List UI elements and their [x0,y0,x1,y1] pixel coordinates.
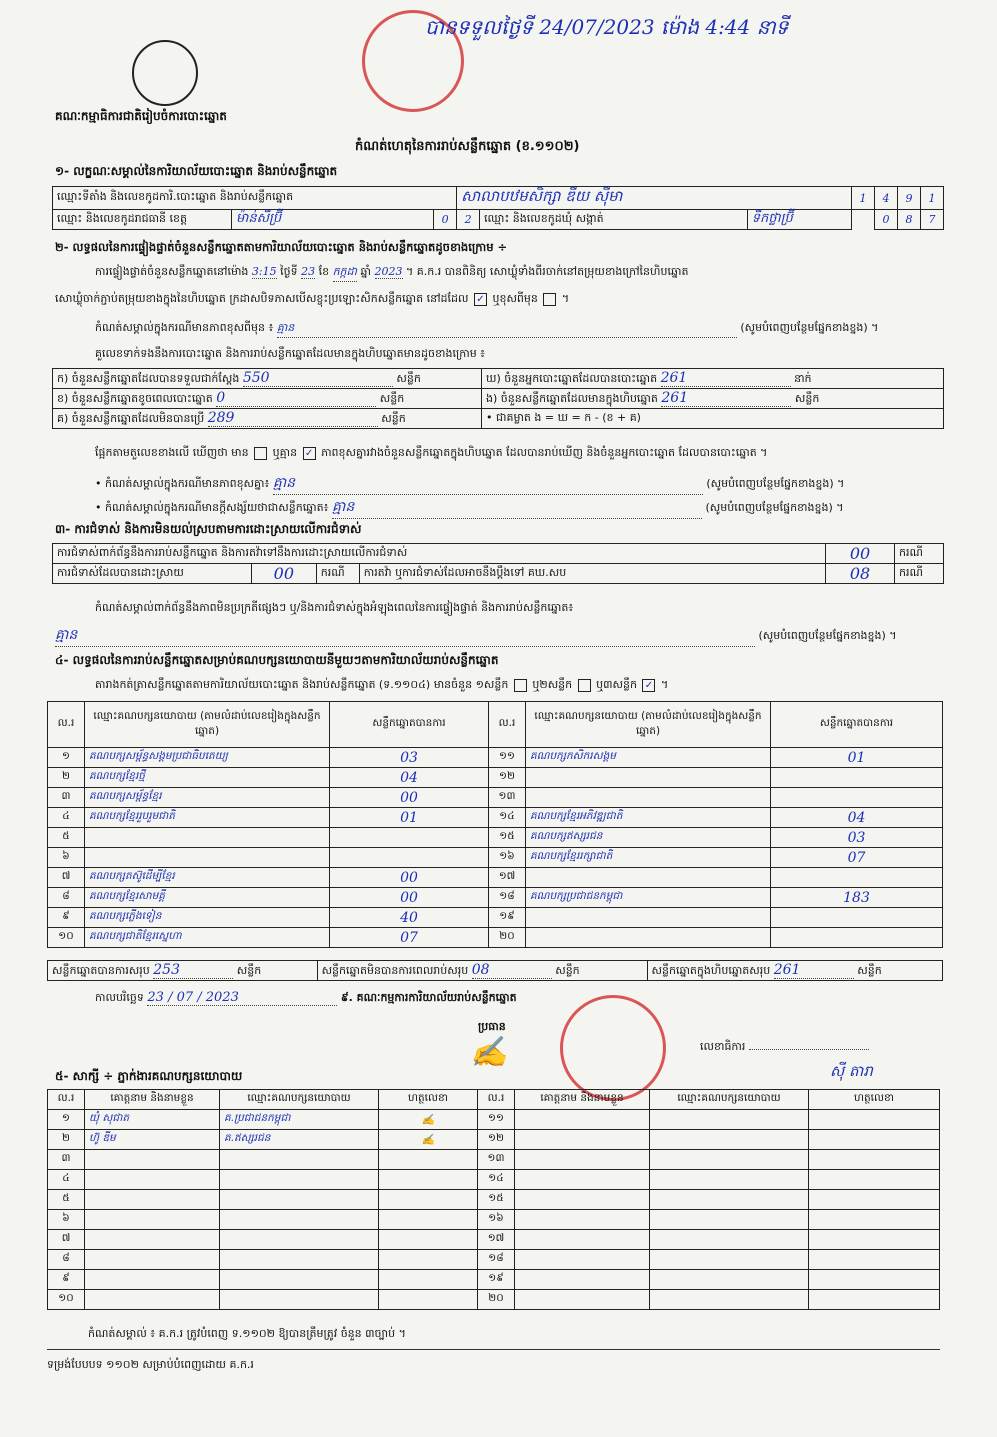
official-stamp-bottom [560,995,666,1101]
province-value: ម៉ាន់សីប្រ៊ី [232,210,434,230]
suspect-note: • កំណត់សម្គាល់ក្នុងករណីមានក្ដីសង្ស័យថាជាសន្លឹកឆ្នោត៖ គ្មាន (សូមបំពេញបន្ថែមផ្នែកខាងខ្នង) ។ [95,497,945,519]
witness-party [650,1150,809,1170]
committee-name: គណៈកម្មាធិការជាតិរៀបចំការបោះឆ្នោត [55,109,227,123]
witness-party [220,1230,379,1250]
vote-count [771,868,943,888]
results-row [48,808,943,828]
total-invalid: 08 [472,962,552,979]
received-note: បានទទួលថ្ងៃទី 24/07/2023 ម៉ោង 4:44 នាទី [425,15,789,39]
witness-name [515,1110,650,1130]
witness-name [515,1130,650,1150]
witness-signature [379,1270,478,1290]
witness-row [48,1190,940,1210]
witness-row [48,1210,940,1230]
row-number: ៨ [48,1250,85,1270]
tally-sheet-line: តារាងកត់ត្រាសន្លឹកឆ្នោតតាមការិយាល័យបោះឆ្នោត និងរាប់សន្លឹកឆ្នោត (ទ.១១០៤) មានចំនួន ១សន្លឹក ឬ២សន្លឹក ឬ៣សន្លឹក ✓ ។ [95,678,669,691]
vote-count: 04 [330,768,489,788]
vote-count: 03 [771,828,943,848]
witness-party [220,1290,379,1310]
station-table [52,186,944,230]
secretary-name: ស៊ី តារា [830,1062,873,1080]
witness-signature: ✍ [379,1130,478,1150]
party-name: គណបក្សសម្ព័ន្ធខ្មែរ [85,788,330,808]
verify-line-1: ការផ្ទៀងផ្ទាត់ចំនួនសន្លឹកឆ្នោតនៅម៉ោង 3:15 ថ្ងៃទី 23 ខែ កក្កដា ឆ្នាំ 2023 ។ គ.ក.រ បានពិនិត្យ សោឃ្លុំទាំងពីរចាក់នៅតម្រុយខាងក្រៅនៃហិបឆ្នោត [95,265,945,282]
complaints-count: 08 [826,564,895,584]
party-name [526,868,771,888]
witness-name [85,1150,220,1170]
witness-name [515,1230,650,1250]
section5-title: ៥- សាក្សី ÷ ភ្នាក់ងារគណបក្សនយោបាយ [55,1069,243,1083]
witness-name [85,1230,220,1250]
province-code-2: 2 [457,210,480,230]
party-name: គណបក្សខ្មែរសាមគ្គី [85,888,330,908]
verify-day: 23 [301,265,316,278]
party-name [526,928,771,948]
commune-code-1: 0 [875,210,898,230]
witness-row [48,1230,940,1250]
row-number: ៧ [48,868,85,888]
page-divider [47,1349,940,1350]
figures-row: គ) ចំនួនសន្លឹកឆ្នោតដែលមិនបានប្រើ 289 សន្លឹក • ជាគម្លាត ង = ឃ = ក - (ខ + គ) [53,409,944,429]
party-name: គណបក្សខ្មែរអភិវឌ្ឍជាតិ [526,808,771,828]
row-number: ១៨ [478,1250,515,1270]
row-number: ១៦ [478,1210,515,1230]
party-name: គណបក្សឥស្សរជន [526,828,771,848]
row-number: ១៣ [489,788,526,808]
vote-count: 00 [330,888,489,908]
figures-row: ក) ចំនួនសន្លឹកឆ្នោតដែលបានទទួលជាក់ស្ដែង 550 សន្លឹក ឃ) ចំនួនអ្នកបោះឆ្នោតដែលបានបោះឆ្នោត 261 នាក់ [53,369,944,389]
verify-month: កក្កដា [333,265,357,282]
verify-time: 3:15 [251,265,277,278]
witness-name [515,1210,650,1230]
form-note: ទម្រង់បែបបទ ១១០២ សម្រាប់បំពេញដោយ គ.ក.រ [47,1358,254,1371]
witness-party [220,1210,379,1230]
party-name: គណបក្សខ្មែររក្សាជាតិ [526,848,771,868]
witness-row [48,1270,940,1290]
witness-name [515,1190,650,1210]
party-name [85,828,330,848]
witness-party [220,1270,379,1290]
witness-signature [809,1170,940,1190]
objection-table: ការជំទាស់ពាក់ព័ន្ធនឹងការរាប់សន្លឹកឆ្នោត និងការតវ៉ាទៅនឹងការដោះស្រាយលើការជំទាស់ 00 ករណី ការជំទាស់ដែលបានដោះស្រាយ 00 ករណី ការតវ៉ា ឬការជំទាស់ដែលអាចនឹងប្ដឹងទៅ គឃ.សប 08 ករណី [52,543,944,584]
row-number: ៤ [48,1170,85,1190]
row-number: ១៩ [478,1270,515,1290]
witness-name [85,1270,220,1290]
witness-party [650,1130,809,1150]
has-difference-checkbox[interactable] [254,447,267,460]
vote-count: 00 [330,868,489,888]
three-sheet-checkbox[interactable]: ✓ [642,679,655,692]
row-number: ១៥ [489,828,526,848]
diff-note: • កំណត់សម្គាល់ក្នុងករណីមានភាពខុសគ្នា៖ គ្មាន (សូមបំពេញបន្ថែមផ្នែកខាងខ្នង) ។ [95,473,945,495]
president-label: ប្រធាន [478,1020,506,1033]
witness-signature [809,1250,940,1270]
figures-table [52,368,944,429]
nec-logo [132,40,198,106]
row-number: ៤ [48,808,85,828]
witness-row [48,1130,940,1150]
witness-party [220,1190,379,1210]
commune-code-2: 8 [898,210,921,230]
party-name [526,788,771,808]
station-code-3: 9 [898,187,921,210]
total-valid: 253 [153,962,233,979]
footnote: កំណត់សម្គាល់ ៖ គ.ក.រ ត្រូវបំពេញ ទ.១១០២ ឱ្យបានត្រឹមត្រូវ ចំនួន ៣ច្បាប់ ។ [88,1327,406,1340]
two-sheet-checkbox[interactable] [578,679,591,692]
row-number: ១៦ [489,848,526,868]
section2-title: ២- លទ្ធផលនៃការផ្ទៀងផ្ទាត់ចំនួនសន្លឹកឆ្នោតតាមការិយាល័យបោះឆ្នោត និងរាប់សន្លឹកឆ្នោតដូចខាងក្រោម ÷ [55,240,508,254]
station-code-2: 4 [875,187,898,210]
results-row [48,868,943,888]
witness-signature [809,1110,940,1130]
witness-signature [379,1230,478,1250]
row-number: ២ [48,768,85,788]
witness-signature [809,1230,940,1250]
vote-count [771,908,943,928]
total-in-box: 261 [774,962,854,979]
commune-code-3: 7 [921,210,944,230]
station-code-4: 1 [921,187,944,210]
witness-party [650,1210,809,1230]
witness-row [48,1110,940,1130]
party-name [85,848,330,868]
different-checkbox[interactable] [543,293,556,306]
party-name: គណបក្សជាតិខ្មែរស្នេហា [85,928,330,948]
witness-signature [379,1210,478,1230]
witness-name [515,1250,650,1270]
totals-table: សន្លឹកឆ្នោតបានការសរុប 253 សន្លឹក សន្លឹកឆ្នោតមិនបានការពេលរាប់សរុប 08 សន្លឹក សន្លឹកឆ្នោតក្នុងហិបឆ្នោតសរុប 261 សន្លឹក [47,960,943,981]
figures-intro: គួលេខទាក់ទងនឹងការបោះឆ្នោត និងការរាប់សន្លឹកឆ្នោតដែលមានក្នុងហិបឆ្នោតមានដូចខាងក្រោម ៖ [95,347,486,360]
vote-count [330,848,489,868]
witness-signature [809,1210,940,1230]
witness-party [220,1170,379,1190]
witness-signature [809,1150,940,1170]
secretary-line: លេខាធិការ [700,1040,869,1056]
vote-count: 183 [771,888,943,908]
vote-count [330,828,489,848]
row-number: ៦ [48,848,85,868]
vote-count [771,928,943,948]
row-number: ១៤ [489,808,526,828]
witness-row [48,1250,940,1270]
one-sheet-checkbox[interactable] [514,679,527,692]
witness-name [85,1250,220,1270]
station-value: សាលាបឋមសិក្សា ឌីយ ស៊ីមា [457,187,852,210]
witness-party [650,1270,809,1290]
vote-count: 04 [771,808,943,828]
results-table: ល.រ ឈ្មោះគណបក្សនយោបាយ (តាមលំដាប់លេខរៀងក្នុងសន្លឹកឆ្នោត) សន្លឹកឆ្នោតបានការ ល.រ ឈ្មោះគណបក្សនយោបាយ (តាមលំដាប់លេខរៀងក្នុងសន្លឹកឆ្នោត) សន្លឹកឆ្នោតបានការ ១ គណបក្សសម្ព័ន្ធសង្គមប្រជាធិបតេយ្យ 03 ១១ គណបក្សកសិករសង្គម 01 ២ គណបក្សខ្មែរថ្មី 04 ១២ ៣ គណបក្សសម្ព័ន្ធខ្មែរ 00 ១៣ ៤ គណបក្សខ្មែររួបរួមជាតិ 01 ១៤ គណបក្សខ្មែរអភិវឌ្ឍជាតិ 04 ៥ ១៥ គណបក្សឥស្សរជន 03 ៦ ១៦ គណបក្សខ្មែររក្សាជាតិ 07 ៧ គណបក្សតស៊ូដើម្បីខ្មែរ 00 ១៧ ៨ គណបក្សខ្មែរសាមគ្គី 00 ១៨ គណបក្សប្រជាជនកម្ពុជា 183 ៩ គណបក្សភ្លើងទៀន 40 ១៩ ១០ គណបក្សជាតិខ្មែរស្នេហា 07 ២០ [47,701,943,948]
section3-title: ៣- ការជំទាស់ និងការមិនយល់ស្របតាមការដោះស្រាយលើការជំទាស់ [55,522,362,536]
vote-count: 07 [771,848,943,868]
row-number: ១៩ [489,908,526,928]
results-row [48,788,943,808]
verify-line-2: សោឃ្លុំចាក់ភ្ជាប់តម្រុយខាងក្នុងនៃហិបឆ្នោត ក្រដាសបិទភាសបើសខ្ចុះប្រឡោះសិកសន្លឹកឆ្នោត នៅដដែល ✓ ឬខុសពីមុន ។ [55,292,570,305]
row-number: ១ [48,748,85,768]
witness-signature: ✍ [379,1110,478,1130]
party-name: គណបក្សខ្មែរថ្មី [85,768,330,788]
witness-signature [809,1290,940,1310]
row-number: ១ [48,1110,85,1130]
commune-label: ឈ្មោះ និងលេខកូដឃុំ សង្កាត់ [480,210,748,230]
witness-party [220,1150,379,1170]
row-number: ៣ [48,788,85,808]
row-number: ២ [48,1130,85,1150]
witness-row [48,1150,940,1170]
row-number: ៥ [48,828,85,848]
witness-table: ល.រ គោត្តនាម និងនាមខ្លួន ឈ្មោះគណបក្សនយោបាយ ហត្ថលេខា ល.រ គោត្តនាម និងនាមខ្លួន ឈ្មោះគណបក្សនយោបាយ ហត្ថលេខា ១ យុំ សុជាត គ.ប្រជាជនកម្ពុជា ✍ ១១ ២ ហ៊ូ ឌីម គ.ឥស្សរជន ✍ ១២ ៣ ១៣ ៤ ១៤ ៥ ១៥ ៦ ១៦ ៧ ១៧ ៨ ១៨ ៩ ១៩ ១០ ២០ [47,1089,940,1310]
compare-line: ផ្អែកតាមតួលេខខាងលើ ឃើញថា មាន ឬគ្មាន ✓ ភាពខុសគ្នារវាងចំនួនសន្លឹកឆ្នោតក្នុងហិបឆ្នោត ដែលបានរាប់ឃើញ និងចំនួនអ្នកបោះឆ្នោត ដែលបានបោះឆ្នោត ។ [95,446,768,459]
row-number: ៨ [48,888,85,908]
party-name: គណបក្សភ្លើងទៀន [85,908,330,928]
row-number: ២០ [489,928,526,948]
witness-party: គ.ប្រជាជនកម្ពុជា [220,1110,379,1130]
witness-name [85,1170,220,1190]
witness-party [650,1110,809,1130]
witness-party [650,1170,809,1190]
vote-count: 00 [330,788,489,808]
section4-title: ៤- លទ្ធផលនៃការរាប់សន្លឹកឆ្នោតសម្រាប់គណបក្សនយោបាយនីមួយៗតាមការិយាល័យរាប់សន្លឹកឆ្នោត [55,653,499,667]
vote-count: 07 [330,928,489,948]
witness-party [650,1230,809,1250]
president-signature: ✍ [470,1035,508,1070]
station-code-1: 1 [852,187,875,210]
row-number: ១២ [489,768,526,788]
witness-party [220,1250,379,1270]
row-number: ១៣ [478,1150,515,1170]
results-row [48,828,943,848]
results-row [48,928,943,948]
results-row [48,748,943,768]
row-number: ៦ [48,1210,85,1230]
results-row [48,768,943,788]
witness-signature [809,1270,940,1290]
row-number: ១០ [48,1290,85,1310]
same-checkbox[interactable]: ✓ [474,293,487,306]
resolved-count: 00 [252,564,317,584]
witness-party [650,1290,809,1310]
witness-name [515,1270,650,1290]
vote-count: 40 [330,908,489,928]
section1-title: ១- លក្ខណៈសម្គាល់នៃការិយាល័យបោះឆ្នោត និងរាប់សន្លឹកឆ្នោត [55,164,338,178]
witness-name [515,1170,650,1190]
form-title: កំណត់ហេតុនៃការរាប់សន្លឹកឆ្នោត (ខ.១១០២) [355,139,580,154]
witness-signature [809,1130,940,1150]
witness-row [48,1290,940,1310]
vote-count: 03 [330,748,489,768]
row-number: ២០ [478,1290,515,1310]
vote-count: 01 [771,748,943,768]
witness-party: គ.ឥស្សរជន [220,1130,379,1150]
results-row [48,908,943,928]
change-note: កំណត់សម្គាល់ក្នុងករណីមានភាពខុសពីមុន ៖ គ្មាន (សូមបំពេញបន្ថែមផ្នែកខាងខ្នង) ។ [95,321,945,338]
verify-year: 2023 [374,265,403,278]
row-number: ១២ [478,1130,515,1150]
objections-count: 00 [826,544,895,564]
witness-signature [379,1250,478,1270]
witness-party [650,1190,809,1210]
row-number: ១១ [489,748,526,768]
witness-signature [379,1170,478,1190]
witness-signature [379,1290,478,1310]
party-name: គណបក្សប្រជាជនកម្ពុជា [526,888,771,908]
witness-party [650,1250,809,1270]
witness-signature [379,1190,478,1210]
province-label: ឈ្មោះ និងលេខកូដរាជធានី ខេត្ត [53,210,232,230]
witness-name [85,1210,220,1230]
no-difference-checkbox[interactable]: ✓ [303,447,316,460]
vote-count [771,788,943,808]
witness-row [48,1170,940,1190]
row-number: ១០ [48,928,85,948]
province-code-1: 0 [434,210,457,230]
irregularity-note: គ្មាន (សូមបំពេញបន្ថែមផ្នែកខាងខ្នង) ។ [55,625,945,647]
witness-name: ហ៊ូ ឌីម [85,1130,220,1150]
row-number: ៧ [48,1230,85,1250]
date-line: កាលបរិច្ឆេទ 23 / 07 / 2023 ៩. គណៈកម្មការការិយាល័យរាប់សន្លឹកឆ្នោត [95,990,517,1005]
row-number: ១៧ [478,1230,515,1250]
party-name [526,768,771,788]
irregularity-note-label: កំណត់សម្គាល់ពាក់ព័ន្ធនឹងភាពមិនប្រក្រតីផ្សេងៗ ឬ/និងការជំទាស់ក្នុងអំឡុងពេលនៃការផ្ទៀងផ្ទាត់ និងការរាប់សន្លឹកឆ្នោត៖ [95,601,574,614]
row-number: ៩ [48,1270,85,1290]
row-number: ១១ [478,1110,515,1130]
witness-name [85,1290,220,1310]
vote-count: 01 [330,808,489,828]
row-number: ៩ [48,908,85,928]
row-number: ១៥ [478,1190,515,1210]
commune-value: ទឹកថ្លាប្រ៊ី [747,210,851,230]
date-value: 23 / 07 / 2023 [147,990,337,1006]
row-number: ១៨ [489,888,526,908]
figures-row: ខ) ចំនួនសន្លឹកឆ្នោតខូចពេលបោះឆ្នោត 0 សន្លឹក ង) ចំនួនសន្លឹកឆ្នោតដែលមានក្នុងហិបឆ្នោត 261 សន្លឹក [53,389,944,409]
station-label: ឈ្មោះទីតាំង និងលេខកូដការិ.បោះឆ្នោត និងរាប់សន្លឹកឆ្នោត [53,187,457,210]
party-name [526,908,771,928]
witness-signature [809,1190,940,1210]
change-note-value: គ្មាន [277,321,737,338]
party-name: គណបក្សតស៊ូដើម្បីខ្មែរ [85,868,330,888]
witness-name [85,1190,220,1210]
witness-name: យុំ សុជាត [85,1110,220,1130]
row-number: ៣ [48,1150,85,1170]
witness-name [515,1290,650,1310]
row-number: ១៤ [478,1170,515,1190]
row-number: ៥ [48,1190,85,1210]
party-name: គណបក្សខ្មែររួបរួមជាតិ [85,808,330,828]
results-row [48,848,943,868]
party-name: គណបក្សសម្ព័ន្ធសង្គមប្រជាធិបតេយ្យ [85,748,330,768]
vote-count [771,768,943,788]
row-number: ១៧ [489,868,526,888]
results-row [48,888,943,908]
witness-name [515,1150,650,1170]
party-name: គណបក្សកសិករសង្គម [526,748,771,768]
witness-signature [379,1150,478,1170]
